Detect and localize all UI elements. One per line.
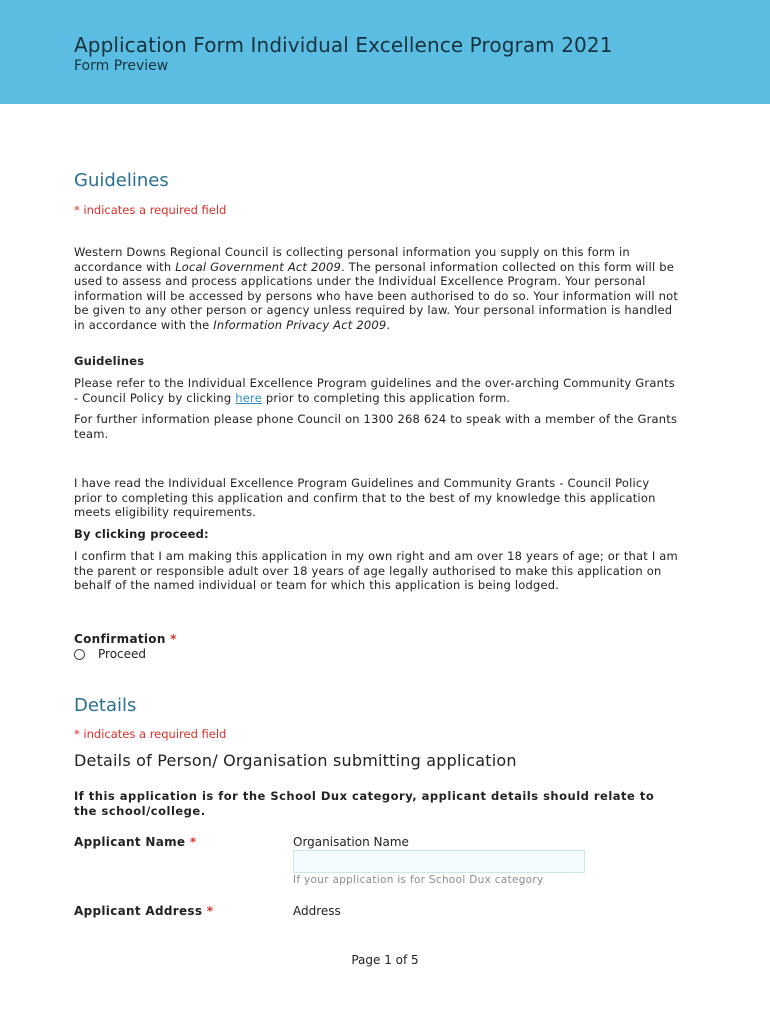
privacy-statement: Western Downs Regional Council is collecting personal information you supply on this form in accordance with Local Government Act 2009. The personal information collected on this form will be used to assess and process applications under the Individual Excellence Program. Your personal information will be accessed by persons who have been authorised to do so. Your information will not be given to any other person or agency unless required by law. Your personal information is handled in accordance with the Information Privacy Act 2009. xyxy=(74,245,679,332)
contact-text: For further information please phone Council on 1300 268 624 to speak with a member of the Grants team. xyxy=(74,412,678,441)
guidelines-section-title: Guidelines xyxy=(74,170,169,191)
required-star: * xyxy=(206,904,214,918)
required-star: * xyxy=(189,835,197,849)
required-field-note: * indicates a required field xyxy=(74,727,227,741)
guidelines-heading: Guidelines xyxy=(74,354,145,368)
header-banner xyxy=(0,0,770,104)
proceed-radio[interactable] xyxy=(74,649,85,660)
required-star: * xyxy=(170,632,177,646)
proceed-text: I confirm that I am making this application in my own right and am over 18 years of age; or that I am the parent or responsible adult over 18 years of age legally authorised to make this application on behalf of the named individual or team for which this application is being lodged. xyxy=(74,549,678,593)
school-dux-note: If this application is for the School Dux category, applicant details should relate to the school/college. xyxy=(74,789,655,818)
form-subtitle: Form Preview xyxy=(74,58,169,74)
required-field-note: * indicates a required field xyxy=(74,203,227,217)
address-label: Address xyxy=(293,904,341,918)
proceed-option[interactable] xyxy=(74,647,146,661)
form-title: Application Form Individual Excellence Program 2021 xyxy=(74,33,613,57)
applicant-address-label: Applicant Address * xyxy=(74,904,214,918)
proceed-option-label: Proceed xyxy=(98,647,147,661)
details-section-title: Details xyxy=(74,695,137,716)
page-number: Page 1 of 5 xyxy=(351,953,419,967)
confirmation-label: Confirmation * xyxy=(74,632,177,646)
declaration-text: I have read the Individual Excellence Program Guidelines and Community Grants - Council Policy prior to completing this application and confirm that to the best of my knowledge this application meets eligibility requirements. xyxy=(74,476,656,520)
organisation-hint: If your application is for School Dux category xyxy=(293,874,544,886)
details-subheading: Details of Person/ Organisation submitting application xyxy=(74,751,517,770)
guidelines-text: Please refer to the Individual Excellence Program guidelines and the over-arching Community Grants - Council Policy by clicking here prior to completing this application form. xyxy=(74,376,675,405)
guidelines-link[interactable]: here xyxy=(235,390,262,405)
proceed-heading: By clicking proceed: xyxy=(74,527,209,541)
act-reference: Local Government Act 2009 xyxy=(175,259,342,274)
applicant-name-label: Applicant Name * xyxy=(74,835,197,849)
organisation-name-input[interactable] xyxy=(293,850,585,873)
organisation-name-label: Organisation Name xyxy=(293,835,409,849)
act-reference: Information Privacy Act 2009 xyxy=(213,317,387,332)
